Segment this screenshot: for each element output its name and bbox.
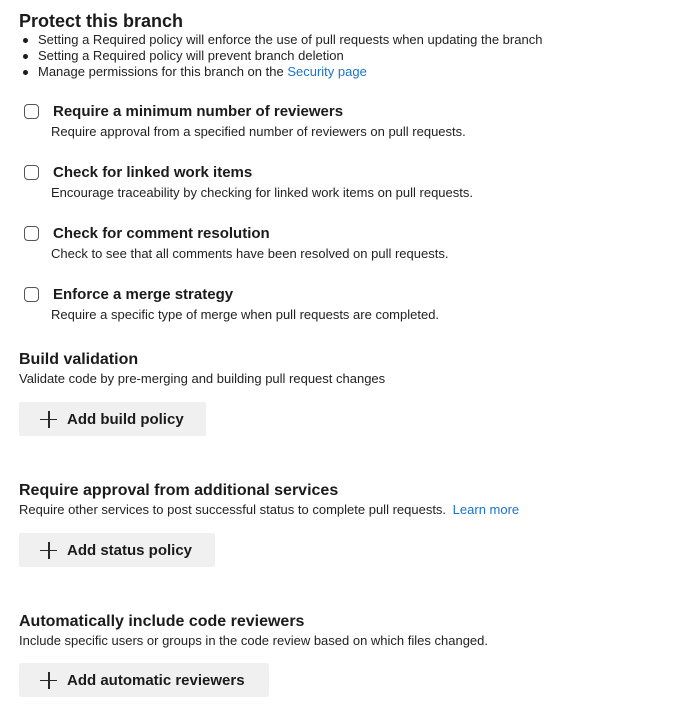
auto-reviewers-section [19, 612, 679, 649]
status-policy-title: Require approval from additional services [19, 482, 339, 499]
policy-title: Check for linked work items [53, 164, 253, 181]
button-label: Add build policy [67, 410, 184, 428]
protect-branch-section [19, 10, 679, 80]
min-reviewers-checkbox[interactable] [24, 104, 39, 119]
protect-branch-bullets [19, 32, 679, 80]
policy-description: Encourage traceability by checking for linked work items on pull requests. [51, 185, 473, 200]
auto-reviewers-description: Include specific users or groups in the code review based on which files changed. [19, 633, 488, 648]
plus-icon [40, 411, 57, 428]
policy-description: Check to see that all comments have been resolved on pull requests. [51, 246, 449, 261]
policy-description: Require approval from a specified number of reviewers on pull requests. [51, 124, 466, 139]
button-label: Add automatic reviewers [67, 671, 245, 689]
linked-work-items-checkbox[interactable] [24, 165, 39, 180]
status-policy-section [19, 481, 679, 518]
bullet-item [19, 64, 679, 80]
policy-title: Enforce a merge strategy [53, 286, 234, 303]
auto-reviewers-title: Automatically include code reviewers [19, 613, 305, 630]
comment-resolution-checkbox[interactable] [24, 226, 39, 241]
build-validation-section [19, 350, 679, 387]
build-validation-title: Build validation [19, 351, 139, 368]
policy-description: Require a specific type of merge when pull requests are completed. [51, 307, 440, 322]
status-policy-description: Require other services to post successful status to complete pull requests. [19, 502, 447, 517]
security-page-link[interactable]: Security page [287, 64, 367, 79]
add-build-policy-button[interactable] [19, 402, 206, 436]
status-policy-description-row [19, 501, 679, 518]
policy-title: Check for comment resolution [53, 225, 270, 242]
bullet-item: Setting a Required policy will enforce the use of pull requests when updating the branch [19, 32, 679, 48]
plus-icon [40, 542, 57, 559]
merge-strategy-checkbox[interactable] [24, 287, 39, 302]
plus-icon [40, 672, 57, 689]
button-label: Add status policy [67, 541, 193, 559]
bullet-item: Setting a Required policy will prevent branch deletion [19, 48, 679, 64]
learn-more-link[interactable]: Learn more [452, 502, 520, 517]
add-status-policy-button[interactable] [19, 533, 215, 567]
protect-branch-title: Protect this branch [19, 11, 184, 31]
add-automatic-reviewers-button[interactable] [19, 663, 269, 697]
build-validation-description: Validate code by pre-merging and building pull request changes [19, 371, 386, 386]
bullet-text: Manage permissions for this branch on the [38, 64, 288, 79]
policy-title: Require a minimum number of reviewers [53, 103, 344, 120]
